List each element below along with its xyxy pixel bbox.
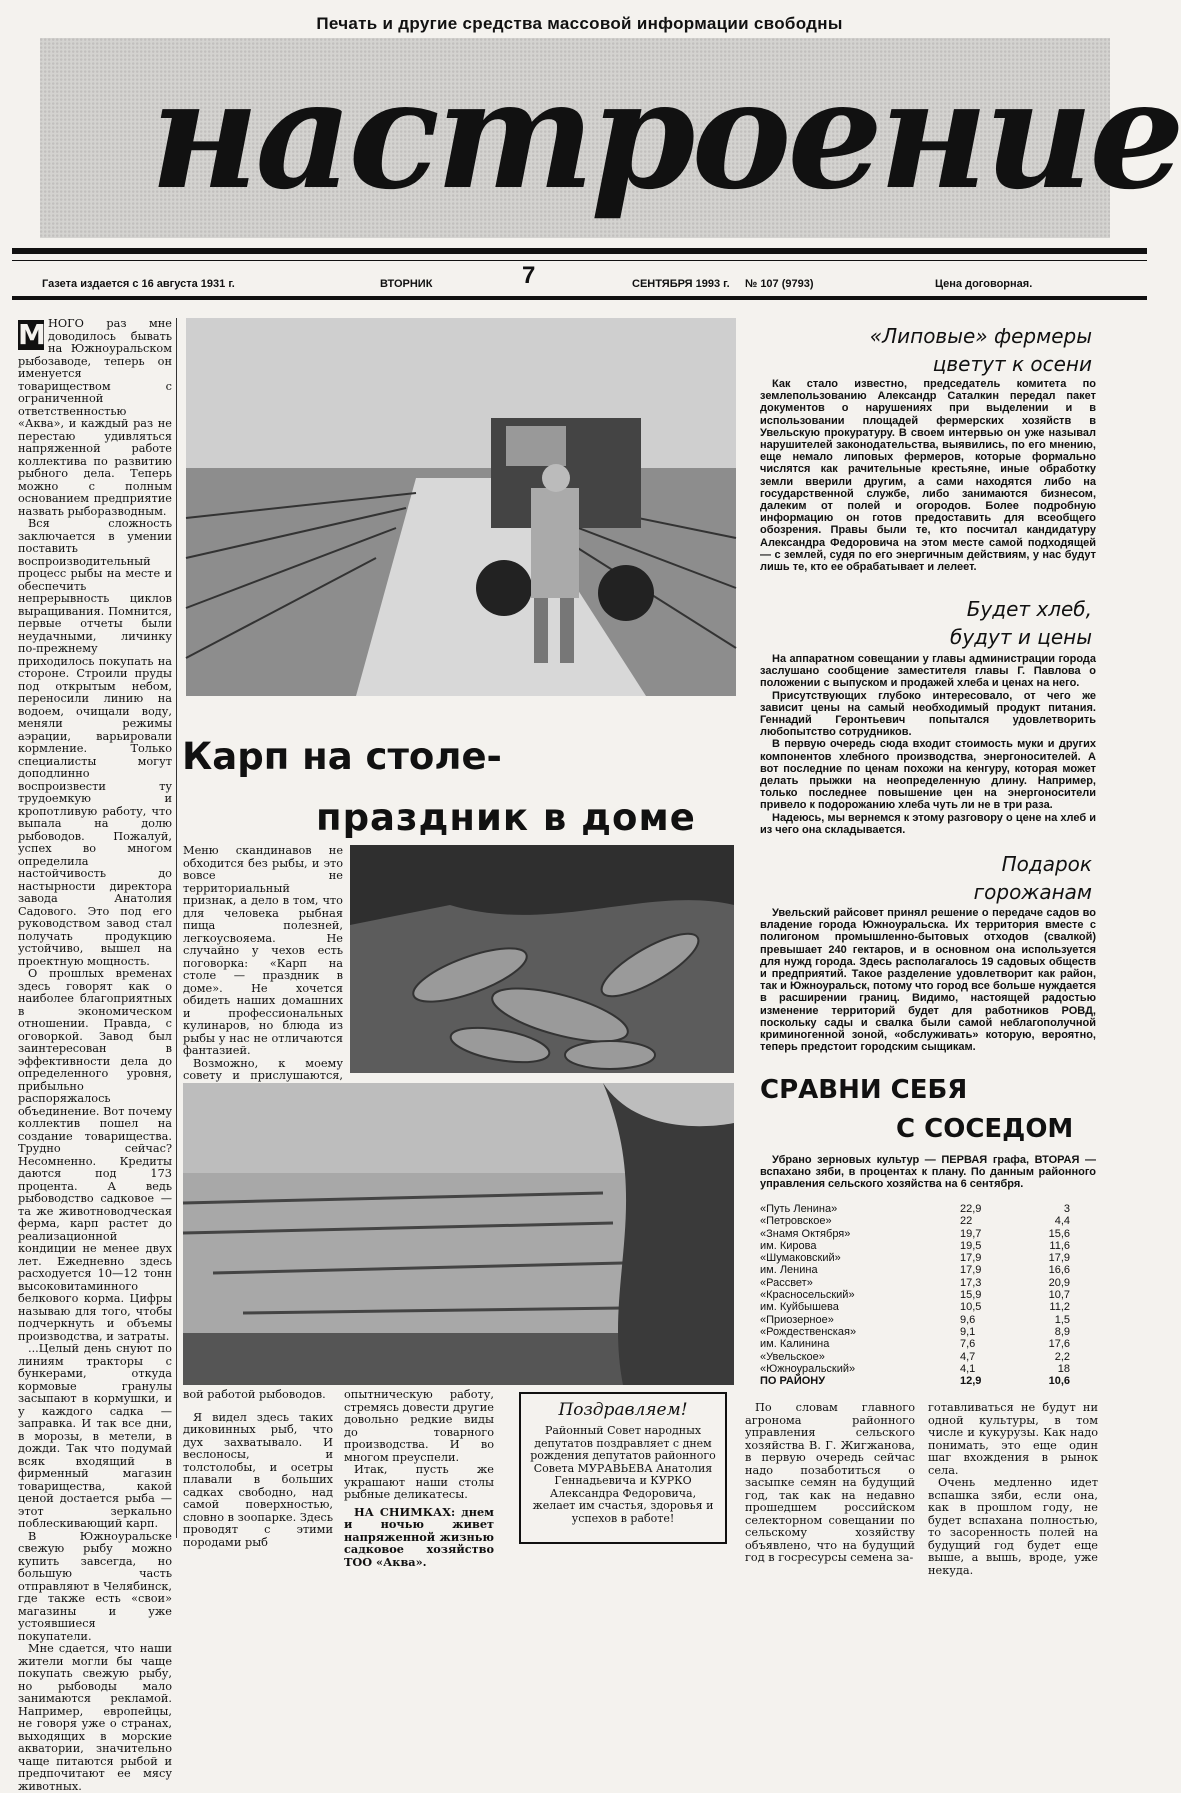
harvest-table-row (760, 1338, 1070, 1350)
article-3-headline-line1: Подарок (1001, 852, 1092, 876)
farm-name: «Приозерное» (760, 1313, 834, 1326)
harvest-table-row (760, 1314, 1070, 1326)
since-date: Газета издается с 16 августа 1931 г. (42, 278, 235, 290)
main-article-paragraph: вой работой рыбоводов. (183, 1388, 326, 1401)
farm-name: «Южноуральский» (760, 1362, 856, 1375)
plowed: 10,7 (1048, 1289, 1070, 1302)
article-4-paragraph: По словам главного агронома районного управления сельского хозяйства В. Г. Жигжанова, в первую очередь сейчас надо позаботиться о засыпке семян на будущий год, так как на недавно прошедшем российском селекторном совещании по сельскому хозяйству объявлено, что на будущий год в госресурсы семена за- (745, 1401, 915, 1564)
issue-month-year: СЕНТЯБРЯ 1993 г. (632, 278, 730, 290)
plowed: 18 (1057, 1362, 1070, 1375)
grain-harvested: 15,9 (960, 1289, 982, 1302)
farm-name: «Рассвет» (760, 1276, 813, 1289)
photo-caption-label: НА СНИМКАХ: (354, 1504, 456, 1519)
article-4-bottom-col-1 (745, 1401, 915, 1564)
farm-name: «Рождественская» (760, 1325, 857, 1338)
farm-name: «Шумаковский» (760, 1252, 841, 1265)
dropcap: М (18, 318, 46, 351)
congrats-box (519, 1392, 727, 1544)
photo-ponds-illustration (183, 1083, 734, 1385)
plowed: 11,6 (1049, 1239, 1070, 1252)
congrats-text: Районный Совет народных депутатов поздравляет с днем рождения депутатов районного Совета МУРАВЬЕВА Анатолия Геннадьевича и КУРКО Александра Федоровича, желает им счастья, здоровья и успехов в работе! (530, 1424, 716, 1525)
harvest-table-row (760, 1215, 1070, 1227)
issue-number: № 107 (9793) (745, 278, 814, 290)
article-1-headline-line2: цветут к осени (932, 352, 1092, 376)
article-2-paragraph: В первую очередь сюда входит стоимость муки и других компонентов хлебного производства, энергоносителей. А вот последние по ценам похожи на кенгуру, которая может делать прыжки на неопределенную длину. Например, только последнее повышение цен на энергоносители привело к подорожанию хлеба чуть ли не в три раза. (760, 738, 1096, 812)
article-2-paragraph: Надеюсь, мы вернемся к этому разговору о цене на хлеб и из чего она складывается. (760, 811, 1096, 836)
article-1-paragraph: Как стало известно, председатель комитета по землепользованию Александр Саталкин передал пакет документов о нарушениях при выделении и в использовании площадей фермерских хозяйств в Увельскую прокуратуру. В своем интервью он уже называл нарушителей законодательства, выявились, по его мнению, еще немало липовых фермеров, которые формально числятся как рачительные крестьяне, иные обработку земли вверили другим, а сами находятся либо на государственной службе, либо занимаются бизнесом, далеким от полей и огородов. Более подробную информацию он готов предоставить для всеобщего обозрения. Правы были те, кто посчитал кандидатуру Александра Федоровича на этом месте самой подходящей — с землей, судя по его энергичным действиям, у нас будут лишь те, кто ее обрабатывает и лелеет. (760, 378, 1096, 574)
harvest-table-row (760, 1228, 1070, 1240)
left-article (18, 317, 172, 1793)
farm-name: им. Куйбышева (760, 1301, 839, 1314)
article-3-headline-line2: горожанам (973, 880, 1092, 904)
masthead-rule (12, 248, 1147, 254)
grain-harvested: 4,1 (960, 1362, 976, 1375)
article-2-paragraph: Присутствующих глубоко интересовало, от чего же зависит цены на самый необходимый продукт питания. Геннадий Геронтьевич попытался удовлетворить любопытство сотрудников. (760, 689, 1096, 739)
total-plowed: 10,6 (1048, 1375, 1070, 1388)
grain-harvested: 17,3 (960, 1276, 982, 1289)
column-divider (176, 318, 177, 1538)
article-1-headline-line1: «Липовые» фермеры (869, 324, 1092, 348)
harvest-table (760, 1203, 1070, 1387)
farm-name: «Знамя Октября» (760, 1227, 851, 1240)
farm-name: «Красносельский» (760, 1289, 855, 1302)
grain-harvested: 22 (960, 1215, 973, 1228)
plowed: 1,5 (1054, 1313, 1070, 1326)
plowed: 17,9 (1048, 1252, 1070, 1265)
harvest-table-row (760, 1240, 1070, 1252)
plowed: 8,9 (1054, 1325, 1070, 1338)
left-article-paragraph: НОГО раз мне доводилось бывать на Южноуральском рыбозаводе, теперь он именуется товариществом с ограниченной ответственностью «Аква», и каждый раз не перестаю удивляться напряженной работе коллектива по развитию рыбного дела. Теперь можно с полным основанием предприятие назвать рыборазводным. (18, 317, 172, 518)
masthead-motto: Печать и другие средства массовой информации свободны (316, 14, 843, 33)
grain-harvested: 7,6 (960, 1338, 976, 1351)
total-label: ПО РАЙОНУ (760, 1375, 826, 1388)
grain-harvested: 17,9 (960, 1264, 982, 1277)
article-4-intro-text: Убрано зерновых культур — ПЕРВАЯ графа, ВТОРАЯ — вспахано зяби, в процентах к плану. По данным районного управления сельского хозяйства на 6 сентября. (760, 1154, 1096, 1191)
main-article-bottom-col-1 (183, 1388, 333, 1549)
article-2-headline-line2: будут и цены (950, 625, 1092, 649)
harvest-table-row (760, 1203, 1070, 1215)
header-bottom-rule (12, 296, 1147, 300)
main-article-bottom-col-2 (344, 1388, 494, 1569)
photo-carp-catch (350, 845, 734, 1073)
plowed: 11,2 (1049, 1301, 1070, 1314)
harvest-table-row (760, 1289, 1070, 1301)
article-4-bottom-col-2 (928, 1401, 1098, 1577)
congrats-title: Поздравляем! (558, 1400, 688, 1420)
price-note: Цена договорная. (935, 278, 1033, 290)
grain-harvested: 9,6 (960, 1313, 976, 1326)
photo-carp-illustration (350, 845, 734, 1073)
article-3-paragraph: Увельский райсовет принял решение о передаче садов во владение города Южноуральска. Их территория вместе с полигоном промышленно-бытовых отходов (свалкой) превышает 240 гектаров, и в основном она используется для нужд города. Здесь располагалось 19 садовых обществ и предприятий. Такое разделение удовлетворит как район, так и Южноуральск, потому что город все больше нуждается в расширении границ. Видимо, настоящей радостью изменение территорий будет для работников РОВД, поскольку сады и свалка были самой неблагополучной криминогенной зоной, «обслуживать» которую, вероятно, теперь предстоит городским сыщикам. (760, 907, 1096, 1054)
main-article-paragraph: Возможно, к моему совету и прислушаются, (183, 1056, 343, 1082)
harvest-table-row (760, 1252, 1070, 1264)
masthead-thin-rule (12, 260, 1147, 261)
total-grain: 12,9 (960, 1375, 982, 1388)
farm-name: «Путь Ленина» (760, 1203, 838, 1215)
plowed: 2,2 (1054, 1350, 1070, 1363)
photo-tractor-illustration (186, 318, 736, 696)
left-article-paragraph: О прошлых временах здесь говорят как о наиболее благоприятных в экономическом отношении. Правда, с оговоркой. Завод был заинтересован в эффективности дела до определенного уровня, прибыльно распоряжалось объединение. Вот почему коллектив пошел на создание товарищества. Трудно сейчас? Несомненно. Кредиты даются под 173 процента. А ведь рыбоводство садковое — та же животноводческая ферма, карп растет до реализационной кондиции не менее двух лет. Ежедневно здесь расходуется 10—12 тонн высоковитаминного белкового корма. Цифры называю для того, чтобы подчеркнуть и объемы производства, и затраты. (18, 967, 172, 1343)
plowed: 20,9 (1048, 1276, 1070, 1289)
article-2-paragraph: На аппаратном совещании у главы администрации города заслушано сообщение заместителя главы Г. Павлова о положении с выпуском и продажей хлеба и ценах на него. (760, 653, 1096, 690)
farm-name: им. Кирова (760, 1239, 817, 1252)
article-4-paragraph: Очень медленно идет вспашка зяби, если она, как в прошлом году, не будет вспахана полностью, то засоренность полей на будущий год будет еще выше, а вышь, вроде, уже некуда. (928, 1476, 1098, 1577)
main-article-paragraph: Меню скандинавов не обходится без рыбы, и это вовсе не территориальный признак, а дело в том, что для человека рыбная пища полезней, легкоусвояема. Не случайно у чехов есть поговорка: «Карп на столе — праздник в доме». Не хочется обидеть наших домашних и профессиональных кулинаров, но блюда из рыбы у нас не отличаются фантазией. (183, 844, 343, 1057)
article-4-headline-line2: С СОСЕДОМ (896, 1114, 1074, 1144)
main-article-paragraph: Я видел здесь таких диковинных рыб, что дух захватывало. И веслоносы, и толстолобы, и осетры плавали в больших садках свободно, над самой поверхностью, словно в зоопарке. Здесь проводят с этими породами рыб (183, 1410, 333, 1549)
article-4-paragraph: готавливаться не будут ни одной культуры, в том числе и кукурузы. Как надо понимать, это еще один шаг вхождения в рынок села. (928, 1401, 1098, 1477)
plowed: 3 (1063, 1203, 1070, 1215)
harvest-table-total-row (760, 1375, 1070, 1387)
harvest-table-row (760, 1363, 1070, 1375)
weekday: ВТОРНИК (380, 278, 433, 290)
grain-harvested: 19,5 (960, 1239, 982, 1252)
newspaper-title: настроение (150, 47, 1181, 223)
photo-caption (344, 1506, 494, 1569)
article-2-body (760, 653, 1096, 838)
grain-harvested: 10,5 (960, 1301, 982, 1314)
article-1-body (760, 378, 1096, 578)
article-1-headline (760, 322, 1092, 378)
harvest-table-row (760, 1351, 1070, 1363)
photo-tractor-fish-farm (186, 318, 736, 696)
main-article-paragraph: Итак, пусть же украшают наши столы рыбные деликатесы. (344, 1463, 494, 1501)
left-article-paragraph: В Южноуральске свежую рыбу можно купить завсегда, но большую часть отправляют в Челябинск, где также есть «свои» магазины и уже устоявшиеся покупатели. (18, 1529, 172, 1643)
harvest-table-row (760, 1277, 1070, 1289)
harvest-table-row (760, 1264, 1070, 1276)
farm-name: «Петровское» (760, 1215, 832, 1228)
article-4-headline-line1: СРАВНИ СЕБЯ (760, 1075, 968, 1105)
grain-harvested: 9,1 (960, 1325, 976, 1338)
article-2-headline-line1: Будет хлеб, (966, 597, 1092, 621)
issue-day: 7 (522, 262, 536, 289)
grain-harvested: 22,9 (960, 1203, 982, 1215)
article-3-headline (760, 850, 1092, 906)
grain-harvested: 19,7 (960, 1227, 982, 1240)
grain-harvested: 4,7 (960, 1350, 976, 1363)
farm-name: им. Ленина (760, 1264, 818, 1277)
main-headline-line1: Карп на столе- (182, 735, 502, 778)
plowed: 17,6 (1048, 1338, 1070, 1351)
plowed: 16,6 (1048, 1264, 1070, 1277)
photo-caption-text: днем и ночью живет напряженной жизнью садковое хозяйство ТОО «Аква». (344, 1504, 494, 1569)
article-4-intro (760, 1154, 1096, 1191)
farm-name: «Увельское» (760, 1350, 825, 1363)
main-headline-line2: праздник в доме (316, 796, 696, 839)
left-article-paragraph: Мне сдается, что наши жители могли бы чаще покупать свежую рыбу, но рыбоводы мало занимаются рекламой. Например, европейцы, не говоря уже о странах, выходящих в морские акватории, значительно чаще питаются рыбой и предпочитают ее мясу животных. (18, 1642, 172, 1793)
left-article-paragraph: Вся сложность заключается в умении поставить воспроизводительный процесс рыбы на месте и обеспечить непрерывность циклов выращивания. Помнится, первые отчеты были неудачными, личинку по-прежнему приходилось покупать на стороне. Строили пруды под открытым небом, переносили линию на водоем, очищали воду, меняли режимы аэрации, варьировали кормление. Только специалисты могут доподлинно воспроизвести ту трудоемкую и кропотливую работу, что выпала на долю рыбоводов. Пожалуй, успех во многом определила настойчивость до настырности директора завода Анатолия Садового. Это под его руководством завод стал получать продукцию устойчиво, вышел на проектную мощность. (18, 517, 172, 968)
harvest-table-row (760, 1301, 1070, 1313)
photo-fish-farm-ponds (183, 1083, 734, 1385)
left-article-paragraph: ...Целый день снуют по линиям тракторы с бункерами, откуда кормовые гранулы засыпают в кормушки, и у каждого садка — заправка. И так все дни, в морозы, в метели, в дожди. Так что подумай всяк входящий в фирменный магазин товарищества, какой ценой достается рыба — этот зеркально поблескивающий карп. (18, 1342, 172, 1530)
grain-harvested: 17,9 (960, 1252, 982, 1265)
plowed: 15,6 (1048, 1227, 1070, 1240)
main-article-paragraph: опытническую работу, стремясь довести другие довольно редкие виды до товарного производства. И во многом преуспели. (344, 1388, 494, 1464)
plowed: 4,4 (1054, 1215, 1070, 1228)
harvest-table-body (760, 1203, 1070, 1375)
article-3-body (760, 907, 1096, 1062)
farm-name: им. Калинина (760, 1338, 830, 1351)
harvest-table-row (760, 1326, 1070, 1338)
main-article-col-a (183, 844, 343, 1082)
article-2-headline (760, 595, 1092, 651)
